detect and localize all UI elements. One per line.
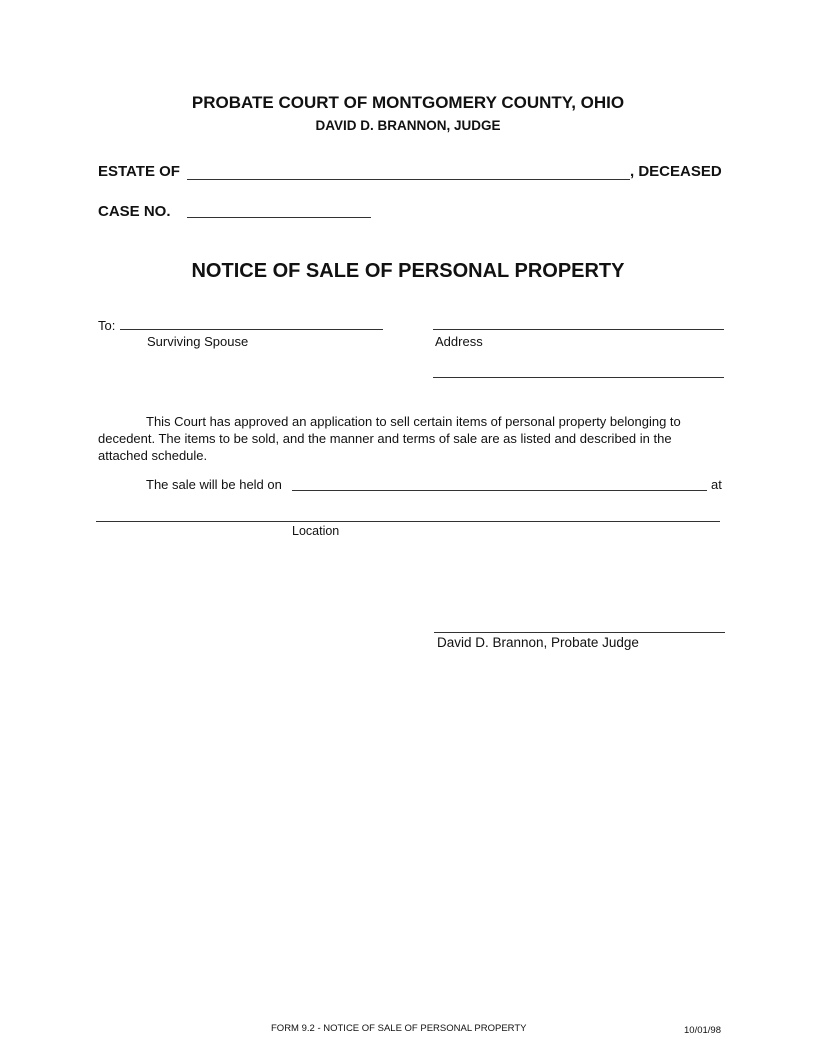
body-paragraph: This Court has approved an application to sell certain items of personal property belonging to decedent. The items to be sold, and the manner and terms of sale are as listed and described in the attached schedule. bbox=[98, 414, 681, 463]
sale-date-label: The sale will be held on bbox=[146, 477, 282, 492]
estate-label: ESTATE OF bbox=[98, 163, 180, 180]
judge-signature-line[interactable] bbox=[434, 632, 725, 633]
judge-signature-caption: David D. Brannon, Probate Judge bbox=[437, 635, 639, 650]
estate-field[interactable] bbox=[187, 179, 630, 180]
location-caption: Location bbox=[292, 524, 340, 538]
location-field[interactable] bbox=[96, 521, 720, 522]
sale-date-field[interactable] bbox=[292, 490, 707, 491]
at-label: at bbox=[711, 477, 722, 492]
address-field-line1[interactable] bbox=[433, 329, 724, 330]
judge-subtitle: DAVID D. BRANNON, JUDGE bbox=[315, 118, 501, 133]
court-title: PROBATE COURT OF MONTGOMERY COUNTY, OHIO bbox=[191, 93, 625, 112]
deceased-label: , DECEASED bbox=[630, 163, 722, 180]
surviving-spouse-caption: Surviving Spouse bbox=[147, 334, 249, 349]
address-field-line2[interactable] bbox=[433, 377, 724, 378]
address-caption: Address bbox=[435, 334, 483, 349]
case-no-field[interactable] bbox=[187, 217, 371, 218]
document-title: NOTICE OF SALE OF PERSONAL PROPERTY bbox=[191, 260, 625, 282]
case-no-label: CASE NO. bbox=[98, 203, 171, 220]
to-label: To: bbox=[98, 318, 116, 333]
surviving-spouse-field[interactable] bbox=[120, 329, 383, 330]
footer-date: 10/01/98 bbox=[684, 1025, 721, 1036]
footer-form-id: FORM 9.2 - NOTICE OF SALE OF PERSONAL PROPERTY bbox=[271, 1023, 527, 1034]
